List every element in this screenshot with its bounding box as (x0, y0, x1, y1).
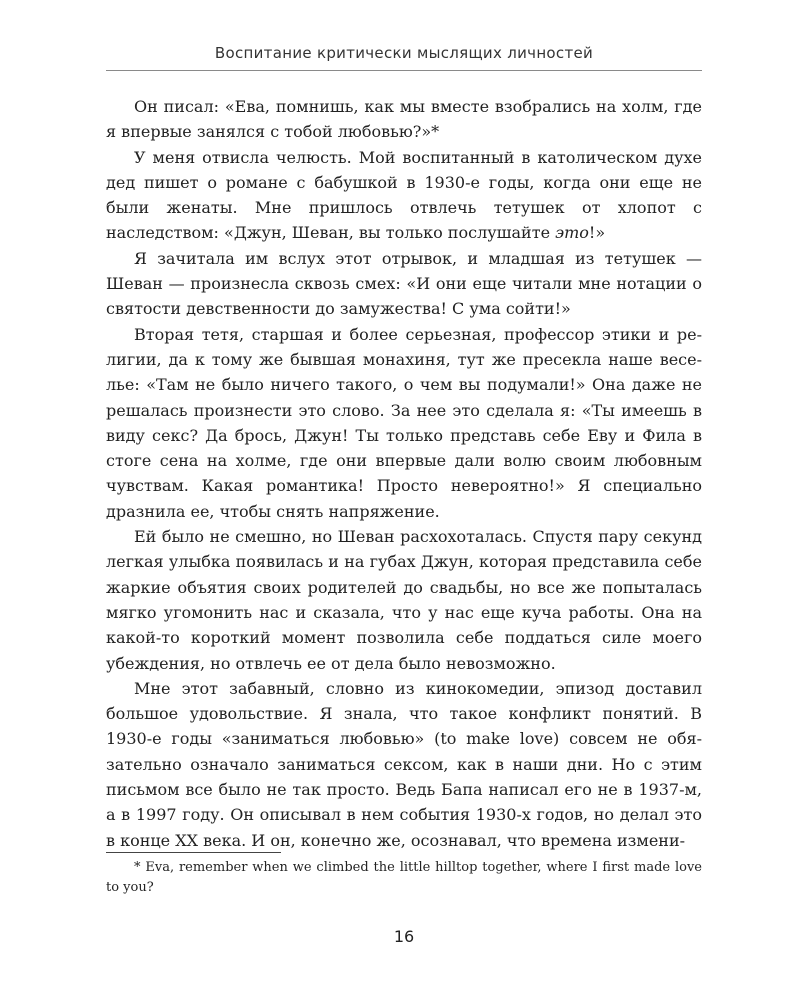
paragraph: Мне этот забавный, словно из кинокомедии, эпизод доставил большое удовольствие. Я знала, что такое конфликт понятий. В 1930-е годы «заниматься любовью» (to make love) совсем не обязательно означало заниматься сексом, как в наши дни. Но с этим письмом все было не так просто. Ведь Бапа написал его не в 1937-м, а в 1997 году. Он описывал в нем события 1930-х годов, но делал это в конце XX века. И он, конечно же, осознавал, что времена измени- (106, 678, 702, 850)
page-number: 16 (393, 927, 415, 946)
running-head: Воспитание критически мыслящих личностей (214, 44, 594, 62)
emphasis-text: это (555, 223, 589, 243)
footnote (106, 858, 702, 898)
paragraph: Я зачитала им вслух этот отрывок, и младшая из тетушек — Шеван — произнесла сквозь смех: «И они еще читали мне нотации о святости девственности до замужества! С ума сойти!» (106, 248, 702, 319)
paragraph: Он писал: «Ева, помнишь, как мы вместе взобрались на холм, где я впервые занялся с тобой любовью?»* (106, 97, 702, 142)
header-rule (106, 70, 702, 71)
body-text (106, 94, 702, 853)
paragraph: Ей было не смешно, но Шеван расхохоталась. Спустя пару секунд легкая улыбка появилась и на губах Джун, которая представила себе жаркие объятия своих родителей до свадьбы, но все же попыталась мягко угомонить нас и сказала, что у нас еще куча работы. Она на какой-то короткий момент позволила себе поддаться силе моего убеждения, но отвлечь ее от дела было невозможно. (106, 527, 702, 673)
footnote-rule (106, 852, 281, 853)
paragraph-text: !» (588, 223, 606, 243)
paragraph-text: У меня отвисла челюсть. Мой воспитанный в католическом духе дед пишет о романе с бабушкой в 1930-е годы, когда они еще не были женаты. Мне пришлось отвлечь тетушек от хлопот с наследством: «Джун, Шеван, вы только послушайте (106, 147, 702, 243)
paragraph (106, 145, 702, 246)
footnote-text: * Eva, remember when we climbed the little hilltop together, where I first made love to you? (106, 860, 702, 895)
paragraph: Вторая тетя, старшая и более серьезная, профессор этики и религии, да к тому же бывшая монахиня, тут же пресекла наше веселье: «Там не было ничего такого, о чем вы подумали!» Она даже не решалась произнести это слово. За нее это сделала я: «Ты имеешь в виду секс? Да брось, Джун! Ты только представь себе Еву и Фила в стоге сена на холме, где они впервые дали волю своим любовным чувствам. Какая романтика! Просто невероятно!» Я специально дразнила ее, чтобы снять напряжение. (106, 324, 702, 521)
